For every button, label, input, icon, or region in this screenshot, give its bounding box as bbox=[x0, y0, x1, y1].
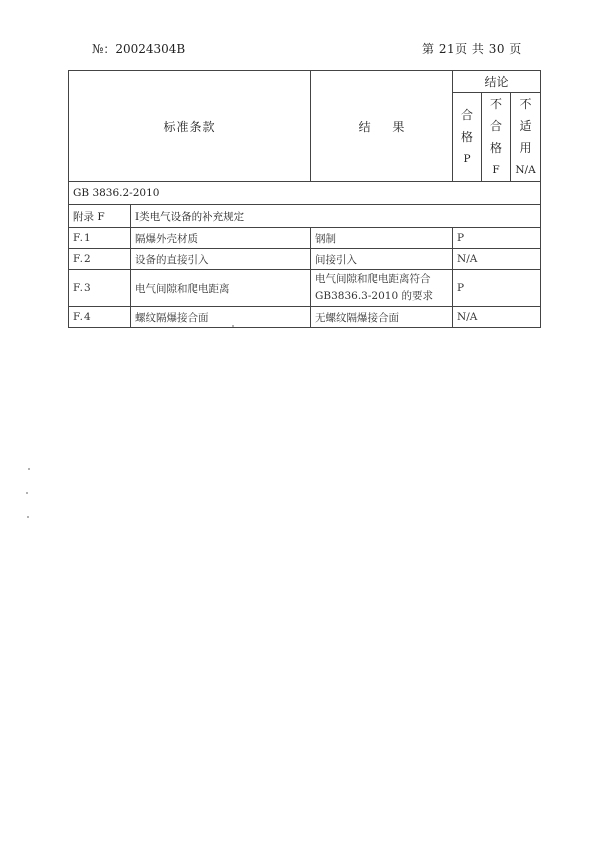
scan-speck bbox=[232, 325, 234, 327]
result: 间接引入 bbox=[311, 249, 453, 270]
scan-speck bbox=[28, 468, 30, 470]
header-fail: 不 合 格 F bbox=[482, 93, 511, 182]
appendix-code: 附录 F bbox=[69, 205, 131, 228]
page-info: 第 21页 共 30 页 bbox=[422, 42, 522, 56]
conclusion: P bbox=[453, 270, 541, 307]
scan-speck bbox=[27, 516, 29, 518]
result: 无螺纹隔爆接合面 bbox=[311, 307, 453, 328]
requirement: 设备的直接引入 bbox=[131, 249, 311, 270]
header-pass: 合 格 P bbox=[453, 93, 482, 182]
requirement: 电气间隙和爬电距离 bbox=[131, 270, 311, 307]
report-number: №：20024304B bbox=[92, 42, 186, 56]
test-report-table bbox=[68, 70, 541, 328]
result: 电气间隙和爬电距离符合 GB3836.3-2010 的要求 bbox=[311, 270, 453, 307]
conclusion: P bbox=[453, 228, 541, 249]
scan-speck bbox=[26, 492, 28, 494]
table-row bbox=[69, 307, 541, 328]
conclusion: N/A bbox=[453, 249, 541, 270]
header-result: 结 果 bbox=[311, 71, 453, 182]
conclusion: N/A bbox=[453, 307, 541, 328]
appendix-row bbox=[69, 205, 541, 228]
table-row bbox=[69, 270, 541, 307]
requirement: 隔爆外壳材质 bbox=[131, 228, 311, 249]
appendix-title: Ⅰ类电气设备的补充规定 bbox=[131, 205, 541, 228]
table-row bbox=[69, 249, 541, 270]
table-row bbox=[69, 228, 541, 249]
clause-code: F.2 bbox=[69, 249, 131, 270]
table-header-row bbox=[69, 71, 541, 93]
standard-name: GB 3836.2-2010 bbox=[69, 182, 541, 205]
clause-code: F.1 bbox=[69, 228, 131, 249]
standard-row bbox=[69, 182, 541, 205]
header-standard-clause: 标准条款 bbox=[69, 71, 311, 182]
clause-code: F.4 bbox=[69, 307, 131, 328]
header-not-applicable: 不 适 用 N/A bbox=[511, 93, 541, 182]
requirement: 螺纹隔爆接合面 bbox=[131, 307, 311, 328]
result: 钢制 bbox=[311, 228, 453, 249]
header-conclusion: 结论 bbox=[453, 71, 541, 93]
clause-code: F.3 bbox=[69, 270, 131, 307]
